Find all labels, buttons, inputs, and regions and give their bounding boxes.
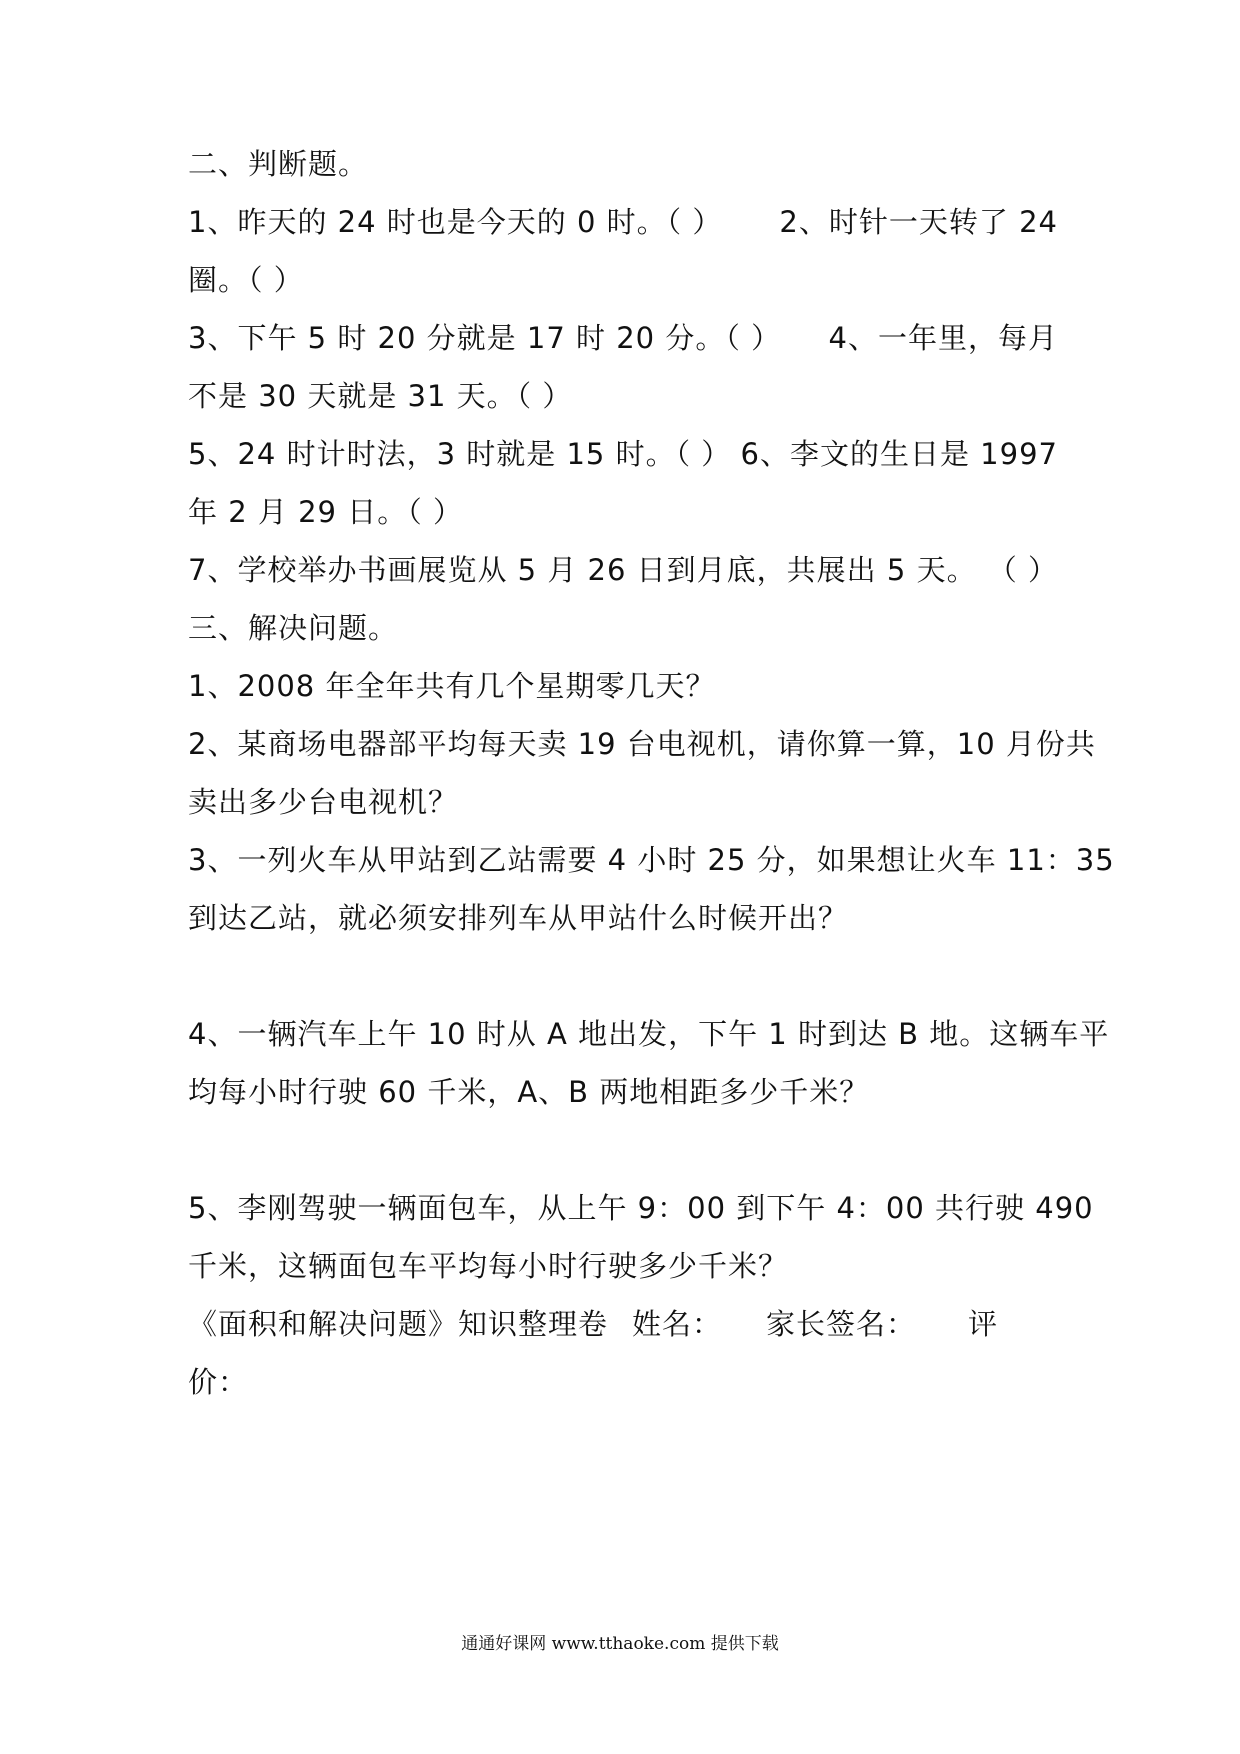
judge-item-6: 6、李文的生日是 1997	[740, 437, 1058, 471]
problem-5-cont: 千米，这辆面包车平均每小时行驶多少千米？	[188, 1249, 789, 1283]
judge-item-2-cont: 圈。（ ）	[188, 263, 304, 297]
problem-4-cont: 均每小时行驶 60 千米，A、B 两地相距多少千米？	[188, 1075, 870, 1109]
judge-item-2: 2、时针一天转了 24	[779, 205, 1058, 239]
problem-3-cont: 到达乙站，就必须安排列车从甲站什么时候开出？	[188, 901, 849, 935]
judge-item-6-cont: 年 2 月 29 日。（ ）	[188, 495, 463, 529]
next-paper-header	[188, 1304, 1058, 1344]
evaluation-label: 评	[968, 1307, 999, 1341]
judge-item-7: 7、学校举办书画展览从 5 月 26 日到月底，共展出 5 天。	[188, 553, 977, 587]
section-3-title: 三、解决问题。	[188, 611, 399, 645]
problem-5: 5、李刚驾驶一辆面包车，从上午 9：00 到下午 4：00 共行驶 490	[188, 1191, 1094, 1225]
judge-row-3	[188, 434, 1058, 474]
judge-row-1	[188, 202, 1058, 242]
parent-signature-label: 家长签名：	[766, 1307, 917, 1341]
judge-item-5: 5、24 时计时法，3 时就是 15 时。（ ）	[188, 437, 732, 471]
evaluation-label-cont: 价：	[188, 1365, 249, 1399]
problem-1: 1、2008 年全年共有几个星期零几天？	[188, 669, 716, 703]
next-paper-title: 《面积和解决问题》知识整理卷	[188, 1307, 609, 1341]
problem-4: 4、一辆汽车上午 10 时从 A 地出发，下午 1 时到达 B 地。这辆车平	[188, 1017, 1110, 1051]
name-label: 姓名：	[632, 1307, 723, 1341]
judge-item-7-blank: （ ）	[987, 553, 1058, 587]
judge-item-1: 1、昨天的 24 时也是今天的 0 时。（ ）	[188, 205, 723, 239]
download-footer: 通通好课网 www.tthaoke.com 提供下载	[461, 1634, 779, 1654]
judge-item-4-cont: 不是 30 天就是 31 天。（ ）	[188, 379, 573, 413]
problem-2-cont: 卖出多少台电视机？	[188, 785, 459, 819]
judge-row-4	[188, 550, 1058, 590]
judge-item-3: 3、下午 5 时 20 分就是 17 时 20 分。（ ）	[188, 321, 782, 355]
problem-2: 2、某商场电器部平均每天卖 19 台电视机，请你算一算，10 月份共	[188, 727, 1096, 761]
problem-3: 3、一列火车从甲站到乙站需要 4 小时 25 分，如果想让火车 11：35	[188, 843, 1115, 877]
section-2-title: 二、判断题。	[188, 147, 369, 181]
judge-item-4: 4、一年里，每月	[828, 321, 1058, 355]
judge-row-2	[188, 318, 1058, 358]
